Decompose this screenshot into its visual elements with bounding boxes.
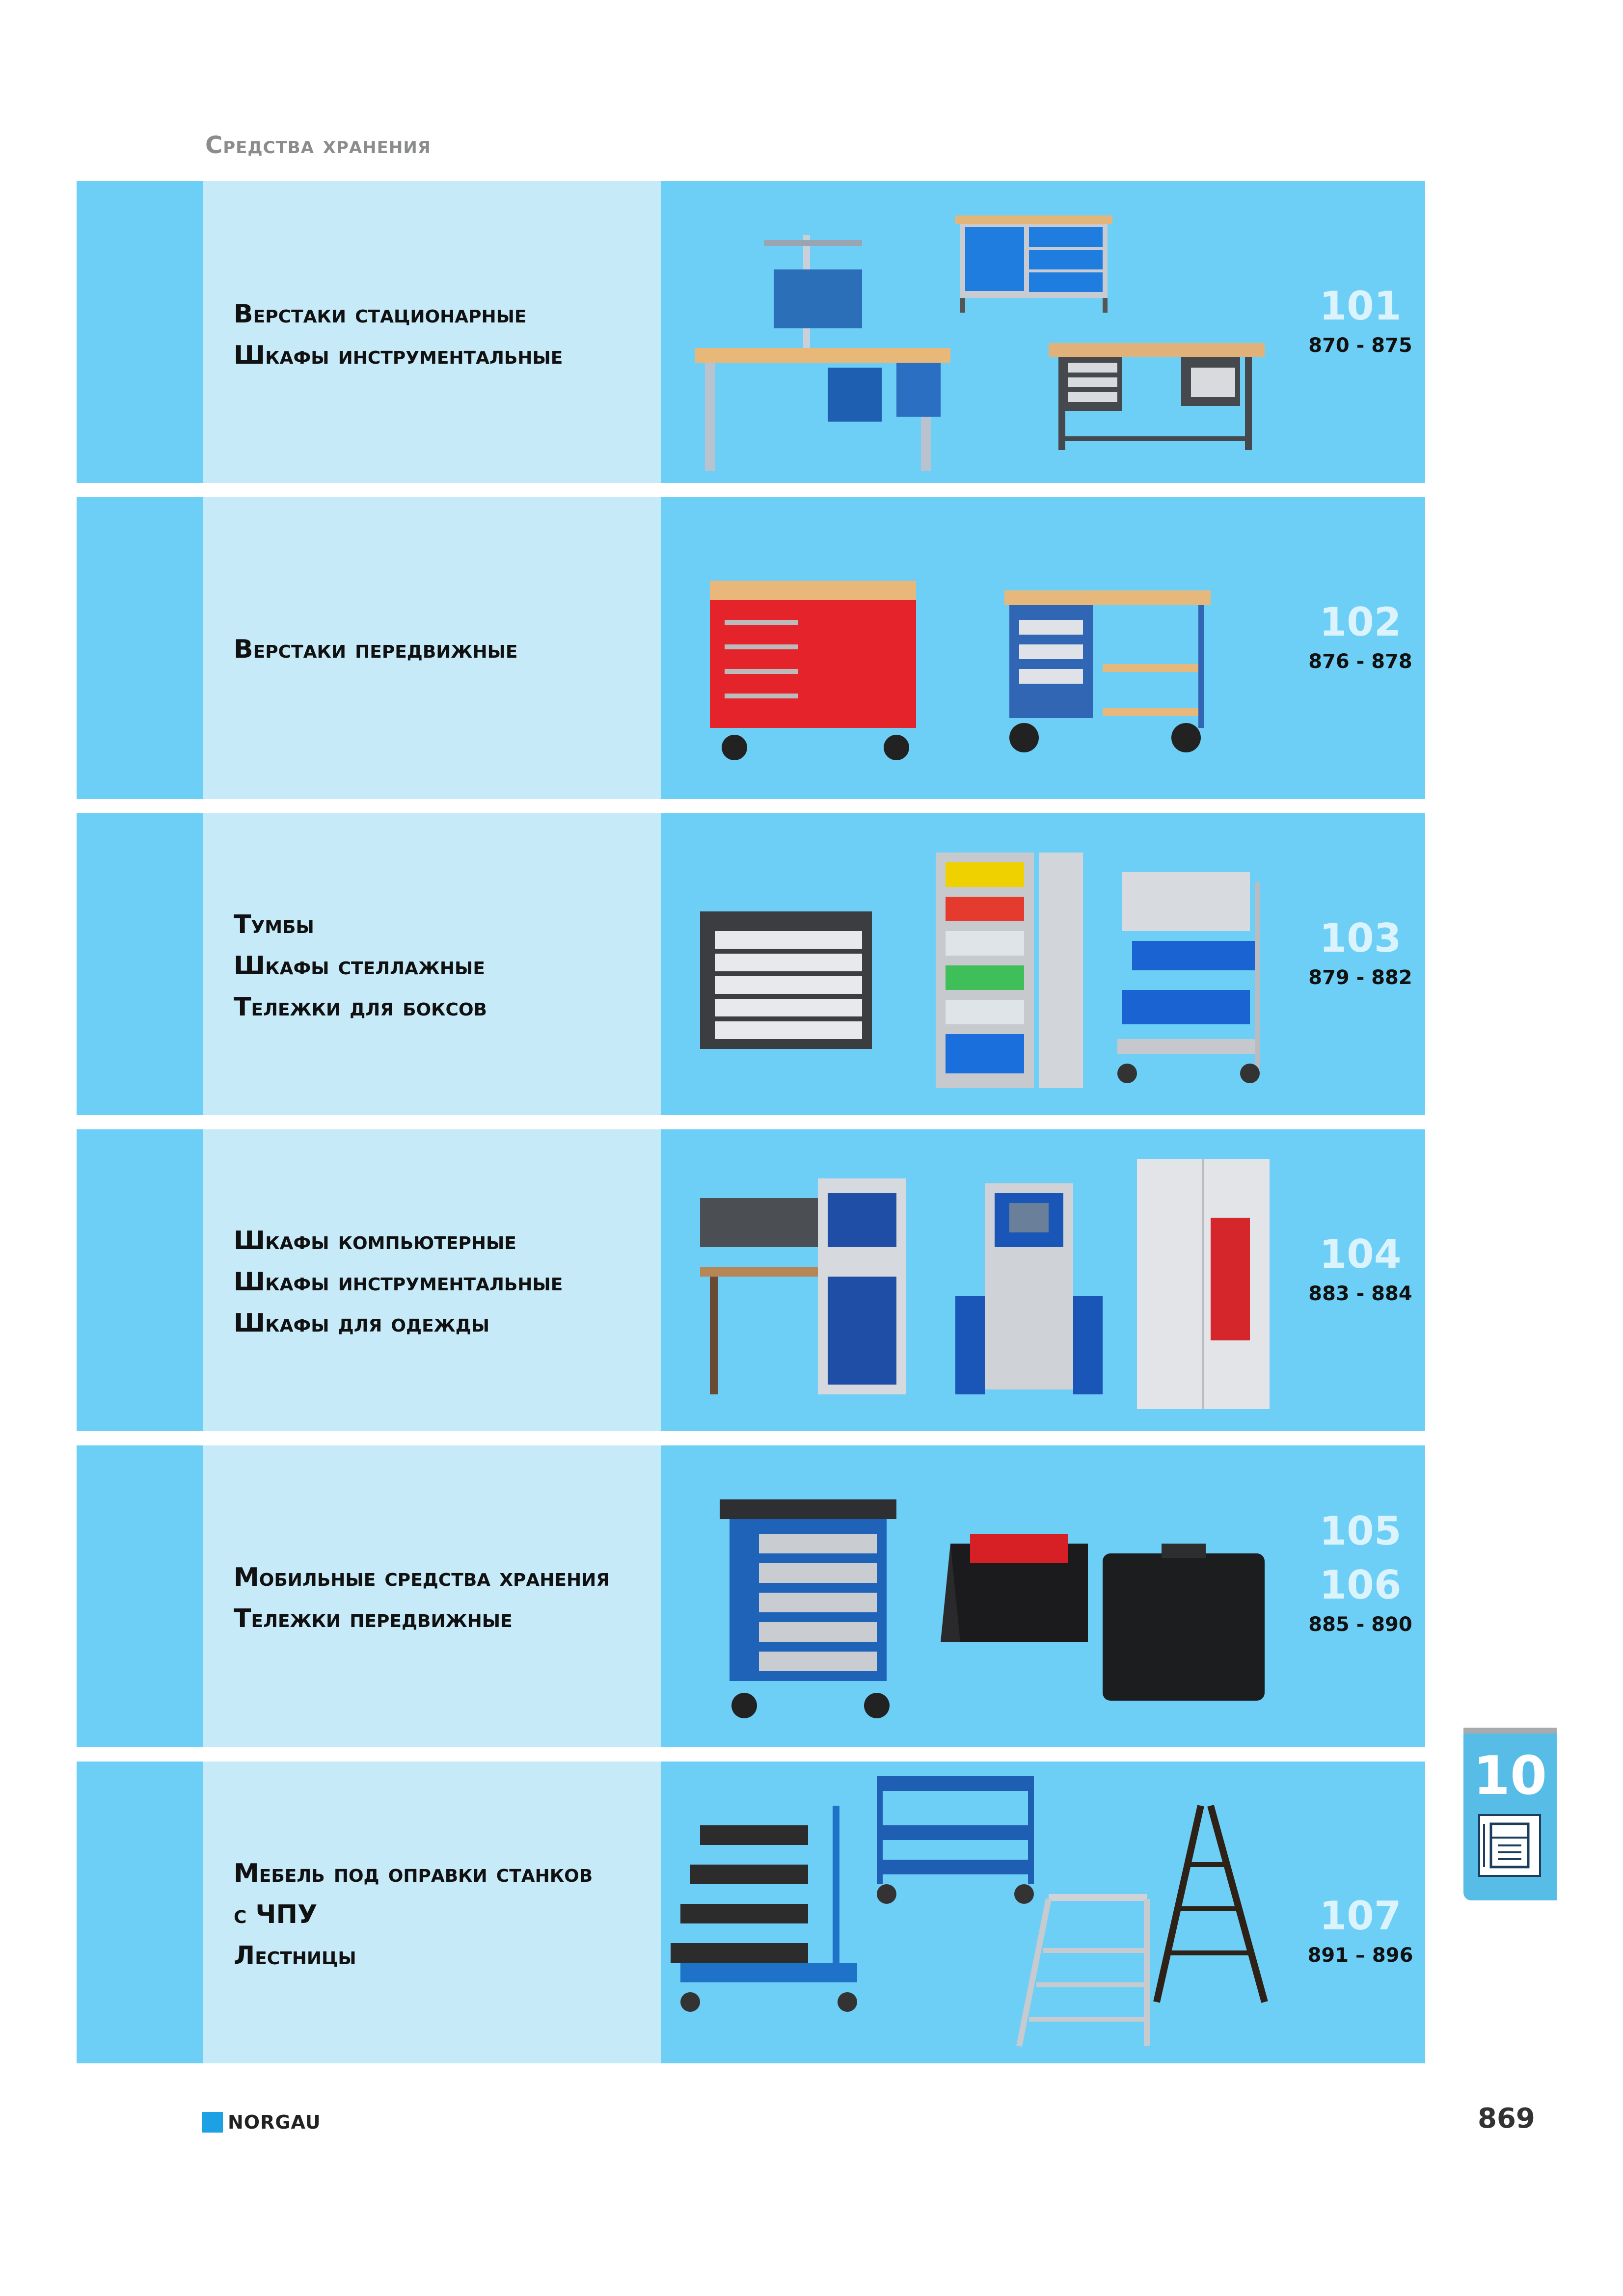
- page-range: 885 - 890: [1308, 1613, 1412, 1636]
- computer-cabinet-open-illustration: [955, 1183, 1103, 1404]
- chapter-number: 101: [1319, 283, 1402, 329]
- section-image-area: [661, 1129, 1425, 1431]
- section-row-3: [77, 813, 1425, 1115]
- workbench-illustration: [676, 220, 960, 476]
- section-ref: [1299, 911, 1422, 989]
- page-number: 869: [1478, 2103, 1535, 2135]
- shelving-cabinet-illustration: [936, 853, 1093, 1093]
- section-line: Тумбы: [234, 910, 314, 939]
- section-ref: [1299, 279, 1422, 357]
- section-titles: [234, 294, 563, 376]
- section-image-area: [661, 1445, 1425, 1747]
- heavy-workbench-illustration: [1049, 343, 1270, 456]
- section-line: Тележки передвижные: [234, 1604, 513, 1633]
- mobile-shelf-workbench-illustration: [1004, 590, 1216, 772]
- tool-bag-illustration: [941, 1514, 1098, 1652]
- page-title: Средства хранения: [205, 132, 431, 159]
- chapter-number: 102: [1319, 599, 1402, 645]
- section-line: Шкафы компьютерные: [234, 1226, 516, 1255]
- section-row-1: [77, 181, 1425, 483]
- section-titles: [234, 904, 487, 1028]
- section-line: Мебель под оправки станков: [234, 1859, 593, 1888]
- tool-cabinet-table-illustration: [955, 211, 1117, 319]
- step-ladder-illustration: [1152, 1801, 1274, 2007]
- section-line: Мобильные средства хранения: [234, 1563, 610, 1592]
- section-image-area: [661, 497, 1425, 799]
- section-ref: [1299, 1228, 1422, 1305]
- drawer-cabinet-illustration: [700, 911, 877, 1059]
- section-line: Шкафы для одежды: [234, 1308, 490, 1338]
- section-image-area: [661, 1762, 1425, 2063]
- section-image-area: [661, 813, 1425, 1115]
- brand-logo: [202, 2111, 321, 2133]
- section-ref: [1299, 1504, 1422, 1636]
- section-line: Тележки для боксов: [234, 992, 487, 1022]
- chapter-number: 106: [1319, 1562, 1402, 1608]
- section-row-4: [77, 1129, 1425, 1431]
- logo-square-icon: [202, 2112, 223, 2133]
- section-line: Шкафы стеллажные: [234, 951, 485, 981]
- section-image-area: [661, 181, 1425, 483]
- section-titles: [234, 1220, 563, 1344]
- computer-cabinet-workstation-illustration: [700, 1178, 931, 1404]
- section-ref: [1299, 1889, 1422, 1967]
- tool-trolley-illustration: [720, 1499, 916, 1725]
- chapter-number: 107: [1319, 1893, 1402, 1939]
- red-mobile-workbench-illustration: [705, 581, 931, 767]
- chapter-tab-number: 10: [1473, 1745, 1547, 1807]
- page-range: 870 - 875: [1308, 334, 1412, 357]
- page-range: 891 – 896: [1307, 1944, 1413, 1967]
- tool-case-illustration: [1103, 1544, 1270, 1706]
- box-trolley-illustration: [1112, 872, 1274, 1093]
- section-titles: [234, 629, 518, 670]
- section-row-5: [77, 1445, 1425, 1747]
- chapter-number: 103: [1319, 915, 1402, 961]
- brand-name: NORGAU: [228, 2111, 321, 2133]
- page-range: 883 - 884: [1308, 1282, 1412, 1305]
- storage-cabinet-icon: [1478, 1814, 1541, 1877]
- section-row-6: [77, 1762, 1425, 2063]
- chapter-number: 104: [1319, 1231, 1402, 1277]
- section-row-2: [77, 497, 1425, 799]
- chapter-number: 105: [1319, 1508, 1402, 1554]
- page-range: 879 - 882: [1308, 966, 1412, 989]
- section-line: Верстаки стационарные: [234, 299, 527, 329]
- section-titles: [234, 1853, 593, 1976]
- section-titles: [234, 1557, 610, 1639]
- section-ref: [1299, 595, 1422, 673]
- section-line: Лестницы: [234, 1941, 356, 1971]
- clothes-locker-illustration: [1137, 1159, 1279, 1414]
- section-line: Шкафы инструментальные: [234, 1267, 563, 1297]
- page-range: 876 - 878: [1308, 650, 1412, 673]
- section-line: с ЧПУ: [234, 1900, 318, 1929]
- platform-ladder-illustration: [1009, 1894, 1162, 2056]
- cnc-holder-cart-illustration: [671, 1796, 867, 2041]
- section-line: Верстаки передвижные: [234, 635, 518, 664]
- section-line: Шкафы инструментальные: [234, 341, 563, 370]
- chapter-tab[interactable]: [1463, 1728, 1557, 1900]
